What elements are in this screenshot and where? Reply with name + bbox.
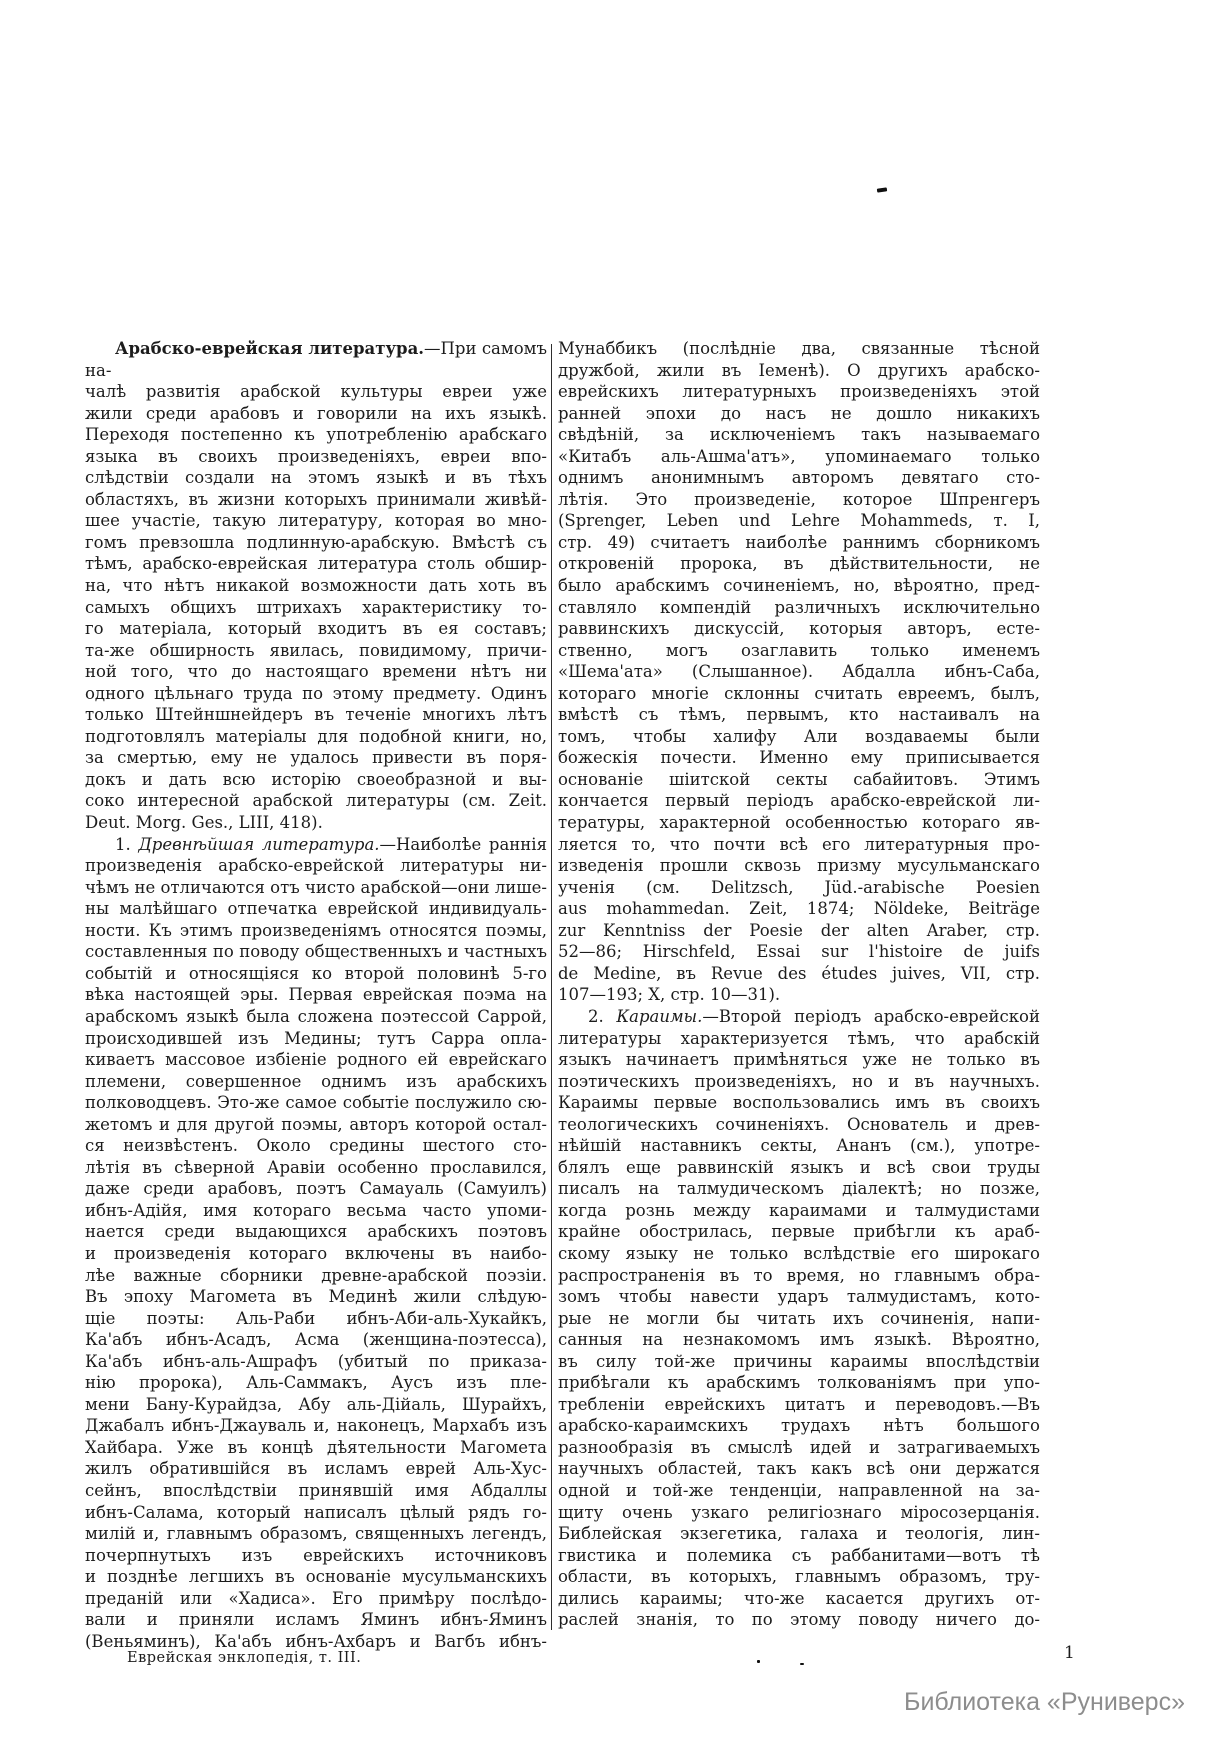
text-segment: вѣка настоящей эры. Первая еврейская поэма на (85, 985, 547, 1005)
text-line (558, 790, 1040, 812)
text-line (85, 338, 547, 381)
text-segment: жилъ обратившійся въ исламъ еврей Аль-Хус- (85, 1459, 547, 1479)
text-segment: арабскомъ языкѣ была сложена поэтессой Саррой, (85, 1006, 547, 1026)
text-line (558, 532, 1040, 554)
text-segment: дились караимы; что-же касается другихъ от- (558, 1588, 1040, 1608)
text-segment: однимъ анонимнымъ авторомъ девятаго сто- (558, 468, 1040, 488)
text-segment: Въ эпоху Магомета въ Мединѣ жили слѣдую- (85, 1287, 547, 1307)
text-line (85, 618, 547, 640)
text-segment: ученія (см. Delitzsch, Jüd.-arabische Poesien (558, 877, 1040, 897)
text-line (85, 1135, 547, 1157)
text-segment: литературы характеризуется тѣмъ, что арабскій (558, 1028, 1040, 1048)
text-line (558, 1458, 1040, 1480)
text-segment: —Второй періодъ арабско-еврейской (702, 1006, 1040, 1026)
text-segment: крайне обострилась, первые прибѣгли къ араб- (558, 1222, 1040, 1242)
text-segment: сейнъ, впослѣдствіи принявшій имя Абдаллы (85, 1480, 547, 1500)
text-line (558, 1415, 1040, 1437)
text-line (85, 984, 547, 1006)
text-segment: ности. Къ этимъ произведеніямъ относятся поэмы, (85, 920, 547, 940)
text-line (558, 575, 1040, 597)
text-line (558, 381, 1040, 403)
text-segment: aus mohammedan. Zeit, 1874; Nöldeke, Beiträge (558, 899, 1040, 919)
text-line (85, 1566, 547, 1588)
text-segment: требленіи еврейскихъ цитатъ и переводовъ.—Въ (558, 1394, 1040, 1414)
left-column (85, 338, 547, 1652)
text-segment: жили среди арабовъ и говорили на ихъ языкѣ. (85, 403, 547, 423)
text-line (558, 747, 1040, 769)
text-line (85, 834, 547, 856)
text-line (558, 1329, 1040, 1351)
text-segment: писалъ на талмудическомъ діалектѣ; но позже, (558, 1179, 1040, 1199)
text-segment: раввинскихъ дискуссій, которыя авторъ, есте- (558, 619, 1040, 639)
text-line (558, 510, 1040, 532)
section-heading: Древнѣйшая литература. (138, 834, 380, 854)
text-segment: слѣдствіи создали на этомъ языкѣ и въ тѣхъ (85, 468, 547, 488)
text-segment: вмѣстѣ съ тѣмъ, первымъ, кто настаивалъ на (558, 705, 1040, 725)
text-segment: одной и той-же тенденціи, направленной на за- (558, 1480, 1040, 1500)
text-segment: 2. (588, 1006, 617, 1026)
library-watermark: Библиотека «Руниверс» (904, 1688, 1185, 1716)
text-segment: когда рознь между караимами и талмудистами (558, 1200, 1040, 1220)
section-heading: Караимы. (616, 1006, 703, 1026)
text-line (558, 704, 1040, 726)
text-line (558, 984, 1040, 1006)
text-line (558, 1351, 1040, 1373)
ink-speck (757, 1660, 760, 1663)
text-line (558, 1609, 1040, 1631)
text-segment: —Наиболѣе раннія (379, 834, 547, 854)
text-line (558, 1178, 1040, 1200)
text-segment: гвистика и полемика съ раббанитами—вотъ тѣ (558, 1545, 1040, 1565)
text-line (85, 1200, 547, 1222)
text-line (558, 597, 1040, 619)
text-segment: полководцевъ. Это-же самое событіе послужило сю- (85, 1093, 547, 1113)
text-line (85, 1415, 547, 1437)
text-line (558, 1566, 1040, 1588)
text-line (85, 1502, 547, 1524)
text-segment: дружбой, жили въ Іеменѣ). О другихъ арабско- (558, 360, 1040, 380)
text-line (558, 1006, 1040, 1028)
text-line (558, 683, 1040, 705)
text-segment: распространенія въ то время, но главнымъ обра- (558, 1265, 1040, 1285)
text-line (85, 1028, 547, 1050)
text-line (558, 553, 1040, 575)
text-line (85, 769, 547, 791)
text-line (558, 661, 1040, 683)
text-line (85, 381, 547, 403)
text-line (558, 1480, 1040, 1502)
text-segment: шее участіе, такую литературу, которая во мно- (85, 511, 547, 531)
text-line (85, 1523, 547, 1545)
text-segment: только Штейншнейдеръ въ теченіе многихъ лѣтъ (85, 705, 547, 725)
text-segment: чѣмъ не отличаются отъ чисто арабской—они лише- (85, 877, 547, 897)
text-line (85, 1372, 547, 1394)
text-line (85, 920, 547, 942)
text-segment: тературы, характерной особенностью котораго яв- (558, 813, 1040, 833)
text-line (558, 618, 1040, 640)
text-segment: чалѣ развитія арабской культуры евреи уже (85, 382, 547, 402)
text-segment: основаніе шіитской секты сабайитовъ. Этимъ (558, 769, 1040, 789)
text-line (85, 1092, 547, 1114)
text-line (85, 489, 547, 511)
text-segment: событій и относящіяся ко второй половинѣ 5-го (85, 963, 547, 983)
text-line (558, 1394, 1040, 1416)
text-segment: лѣе важные сборники древне-арабской поэзіи. (85, 1265, 547, 1285)
text-line (85, 575, 547, 597)
text-line (85, 1178, 547, 1200)
volume-footnote: Еврейская энклопедія, т. III. (127, 1650, 362, 1666)
text-line (558, 1437, 1040, 1459)
text-segment: рые не могли бы читать ихъ сочиненія, напи- (558, 1308, 1040, 1328)
text-segment: Мунаббикъ (послѣдніе два, связанные тѣсной (558, 339, 1040, 358)
text-line (558, 467, 1040, 489)
text-segment: Deut. Morg. Ges., LIII, 418). (85, 813, 323, 833)
text-segment: одного цѣльнаго труда по этому предмету. Одинъ (85, 683, 547, 703)
text-segment: киваетъ массовое избіеніе родного ей еврейскаго (85, 1050, 547, 1070)
text-segment: zur Kenntniss der Poesie der alten Araber, стр. (558, 920, 1040, 940)
text-line (85, 1265, 547, 1287)
text-line (558, 489, 1040, 511)
text-line (558, 1243, 1040, 1265)
text-segment: «Китабъ аль-Ашма'атъ», упоминаемаго только (558, 446, 1040, 466)
text-line (558, 360, 1040, 382)
text-line (85, 1394, 547, 1416)
text-line (85, 510, 547, 532)
text-segment: гомъ превзошла подлинную-арабскую. Вмѣстѣ съ (85, 532, 547, 552)
entry-title: Арабско-еврейская литература. (115, 339, 425, 358)
text-segment: раслей знанія, то по этому поводу ничего до- (558, 1610, 1040, 1630)
ink-speck (877, 187, 887, 192)
text-segment: прибѣгали къ арабскимъ толкованіямъ при упо- (558, 1373, 1040, 1393)
text-segment: стр. 49) считаетъ наиболѣе раннимъ сборникомъ (558, 532, 1040, 552)
text-line (85, 704, 547, 726)
text-line (85, 403, 547, 425)
text-line (85, 1308, 547, 1330)
text-line (85, 1243, 547, 1265)
text-line (558, 1135, 1040, 1157)
text-line (558, 769, 1040, 791)
text-segment: щиту очень узкаго религіознаго міросозерцанія. (558, 1502, 1040, 1522)
text-segment: Переходя постепенно къ употребленію арабскаго (85, 425, 547, 445)
text-line (558, 963, 1040, 985)
text-line (558, 1372, 1040, 1394)
ink-speck (800, 1663, 804, 1665)
text-segment: ся неизвѣстенъ. Около средины шестого сто- (85, 1136, 547, 1156)
text-segment: ибнъ-Адійя, имя котораго весьма часто упоми- (85, 1200, 547, 1220)
text-segment: 52—86; Hirschfeld, Essai sur l'histoire de juifs (558, 942, 1040, 962)
text-line (85, 1071, 547, 1093)
text-line (558, 446, 1040, 468)
text-segment: свѣдѣній, за исключеніемъ такъ называемаго (558, 425, 1040, 445)
column-divider (551, 344, 552, 1630)
text-segment: преданій или «Хадиса». Его примѣру послѣдо- (85, 1588, 547, 1608)
text-line (85, 640, 547, 662)
text-segment: племени, совершенное однимъ изъ арабскихъ (85, 1071, 547, 1091)
text-segment: зомъ чтобы навести ударъ талмудистамъ, кото- (558, 1287, 1040, 1307)
text-line (558, 1114, 1040, 1136)
text-segment: ставляло компендій различныхъ исключительно (558, 597, 1040, 617)
text-line (558, 1308, 1040, 1330)
text-segment: санныя на незнакомомъ имъ языкѣ. Вѣроятно, (558, 1330, 1040, 1350)
text-segment: Ка'абъ ибнъ-Асадъ, Асма (женщина-поэтесса), (85, 1330, 547, 1350)
text-segment: мени Бану-Курайдза, Абу аль-Дійаль, Шурайхъ, (85, 1394, 547, 1414)
text-line (558, 1200, 1040, 1222)
text-line (558, 424, 1040, 446)
text-line (85, 446, 547, 468)
text-segment: ляется то, что почти всѣ его литературныя про- (558, 834, 1040, 854)
text-segment: и произведенія котораго включены въ наибо- (85, 1243, 547, 1263)
text-segment: Ка'абъ ибнъ-аль-Ашрафъ (убитый по приказа- (85, 1351, 547, 1371)
text-segment: было арабскимъ сочиненіемъ, но, вѣроятно, пред- (558, 576, 1040, 596)
text-line (85, 855, 547, 877)
text-segment: вали и приняли исламъ Яминъ ибнъ-Яминъ (85, 1610, 547, 1630)
text-segment: подготовлялъ матеріалы для подобной книги, но, (85, 726, 547, 746)
text-line (558, 898, 1040, 920)
text-segment: теологическихъ сочиненіяхъ. Основатель и древ- (558, 1114, 1040, 1134)
text-segment: ной того, что до настоящаго времени нѣтъ ни (85, 662, 547, 682)
text-line (558, 1028, 1040, 1050)
text-segment: еврейскихъ литературныхъ произведеніяхъ этой (558, 382, 1040, 402)
text-segment: арабско-караимскихъ трудахъ нѣтъ большого (558, 1416, 1040, 1436)
text-line (558, 1221, 1040, 1243)
text-line (85, 424, 547, 446)
text-line (85, 1437, 547, 1459)
text-line (85, 963, 547, 985)
text-line (558, 1502, 1040, 1524)
text-segment: Джабалъ ибнъ-Джауваль и, наконецъ, Мархабъ изъ (85, 1416, 547, 1436)
text-segment: тѣмъ, арабско-еврейская литература столь обшир- (85, 554, 547, 574)
text-line (558, 1286, 1040, 1308)
text-segment: милій и, главнымъ образомъ, священныхъ легендъ, (85, 1524, 547, 1544)
text-line (85, 1351, 547, 1373)
text-segment: божескія почести. Именно ему приписывается (558, 748, 1040, 768)
text-line (558, 941, 1040, 963)
text-segment: научныхъ областей, такъ какъ всѣ они держатся (558, 1459, 1040, 1479)
text-segment: откровеній пророка, въ дѣйствительности, не (558, 554, 1040, 574)
text-segment: самыхъ общихъ штрихахъ характеристику то- (85, 597, 547, 617)
text-line (85, 1588, 547, 1610)
text-line (558, 403, 1040, 425)
text-segment: Караимы первые воспользовались имъ въ своихъ (558, 1093, 1040, 1113)
text-line (85, 747, 547, 769)
text-segment: соко интересной арабской литературы (см. Zeit. (85, 791, 547, 811)
text-segment: (Веньяминъ), Ка'абъ ибнъ-Ахбаръ и Вагбъ ибнъ- (85, 1631, 547, 1651)
text-line (85, 1049, 547, 1071)
text-segment: нію пророка), Аль-Саммакъ, Аусъ изъ пле- (85, 1373, 547, 1393)
text-line (558, 1265, 1040, 1287)
text-line (558, 1049, 1040, 1071)
text-line (85, 467, 547, 489)
text-line (85, 1286, 547, 1308)
text-segment: и позднѣе легшихъ въ основаніе мусульманскихъ (85, 1567, 547, 1587)
text-line (85, 1329, 547, 1351)
text-segment: скому языку не только вслѣдствіе его широкаго (558, 1243, 1040, 1263)
text-line (558, 834, 1040, 856)
text-line (85, 683, 547, 705)
text-line (558, 1092, 1040, 1114)
text-line (85, 898, 547, 920)
text-segment: нается среди выдающихся арабскихъ поэтовъ (85, 1222, 547, 1242)
text-line (85, 661, 547, 683)
text-segment: изведенія прошли сквозь призму мусульманскаго (558, 856, 1040, 876)
text-segment: щіе поэты: Аль-Раби ибнъ-Аби-аль-Хукайкъ, (85, 1308, 547, 1328)
text-line (85, 1221, 547, 1243)
text-segment: докъ и дать всю исторію своеобразной и вы- (85, 769, 547, 789)
text-segment: 1. (115, 834, 139, 854)
text-line (558, 812, 1040, 834)
text-segment: ны малѣйшаго отпечатка еврейской индивидуаль- (85, 899, 547, 919)
text-segment: жетомъ и для другой поэмы, авторъ которой остал- (85, 1114, 547, 1134)
right-column (558, 338, 1040, 1631)
text-line (85, 941, 547, 963)
text-segment: лѣтія въ сѣверной Аравіи особенно прославился, (85, 1157, 547, 1177)
text-segment: поэтическихъ произведеніяхъ, но и въ научныхъ. (558, 1071, 1040, 1091)
text-line (558, 1545, 1040, 1567)
text-line (85, 553, 547, 575)
text-line (85, 1480, 547, 1502)
text-segment: го матеріала, который входитъ въ ея составъ; (85, 619, 547, 639)
text-segment: въ силу той-же причины караимы впослѣдствіи (558, 1351, 1040, 1371)
text-segment: «Шема'ата» (Слышанное). Абдалла ибнъ-Саба, (558, 662, 1040, 682)
text-segment: за смертью, ему не удалось привести въ поря- (85, 748, 547, 768)
text-segment: (Sprenger, Leben und Lehre Mohammeds, т. I, (558, 511, 1040, 531)
text-segment: de Medine, въ Revue des études juives, VII, стр. (558, 963, 1040, 983)
text-line (85, 597, 547, 619)
text-segment: составленныя по поводу общественныхъ и частныхъ (85, 942, 547, 962)
text-segment: Хайбара. Уже въ концѣ дѣятельности Магомета (85, 1437, 547, 1457)
text-segment: ранней эпохи до насъ не дошло никакихъ (558, 403, 1040, 423)
text-segment: котораго многіе склонны считать евреемъ, былъ, (558, 683, 1040, 703)
text-line (85, 1609, 547, 1631)
text-segment: ибнъ-Салама, который написалъ цѣлый рядъ го- (85, 1502, 547, 1522)
text-line (85, 726, 547, 748)
text-line (85, 877, 547, 899)
text-line (558, 338, 1040, 360)
text-segment: разнообразія въ смыслѣ идей и затрагиваемыхъ (558, 1437, 1040, 1457)
text-segment: та-же обширность явилась, повидимому, причи- (85, 640, 547, 660)
text-line (85, 1006, 547, 1028)
page-number: 1 (1064, 1643, 1075, 1663)
text-line (85, 1157, 547, 1179)
text-segment: почерпнутыхъ изъ еврейскихъ источниковъ (85, 1545, 547, 1565)
text-segment: —При самомъ на- (85, 339, 547, 380)
text-line (558, 920, 1040, 942)
text-segment: области, въ которыхъ, главнымъ образомъ, тру- (558, 1567, 1040, 1587)
text-segment: Библейская экзегетика, галаха и теологія, лин- (558, 1524, 1040, 1544)
text-segment: блялъ еще раввинскій языкъ и всѣ свои труды (558, 1157, 1040, 1177)
text-segment: языкъ начинаетъ примѣняться уже не только въ (558, 1050, 1040, 1070)
text-segment: нѣйшій наставникъ секты, Ананъ (см.), употре- (558, 1136, 1040, 1156)
text-segment: лѣтія. Это произведеніе, которое Шпренгеръ (558, 489, 1040, 509)
text-segment: кончается первый періодъ арабско-еврейской ли- (558, 791, 1040, 811)
text-line (85, 1114, 547, 1136)
text-line (85, 532, 547, 554)
text-segment: происходившей изъ Медины; тутъ Сарра опла- (85, 1028, 547, 1048)
text-line (85, 1458, 547, 1480)
text-line (558, 640, 1040, 662)
text-segment: областяхъ, въ жизни которыхъ принимали живѣй- (85, 489, 547, 509)
text-segment: произведенія арабско-еврейской литературы ни- (85, 856, 547, 876)
text-line (558, 855, 1040, 877)
text-segment: даже среди арабовъ, поэтъ Самауаль (Самуилъ) (85, 1179, 547, 1199)
text-segment: ственно, могъ озаглавить только именемъ (558, 640, 1040, 660)
text-segment: томъ, чтобы халифу Али воздаваемы были (558, 726, 1040, 746)
text-segment: на, что нѣтъ никакой возможности дать хоть въ (85, 576, 547, 596)
text-line (558, 1588, 1040, 1610)
text-line (558, 726, 1040, 748)
text-line (558, 1157, 1040, 1179)
text-segment: языка въ своихъ произведеніяхъ, евреи впо- (85, 446, 547, 466)
text-line (85, 790, 547, 812)
text-line (558, 1071, 1040, 1093)
text-line (558, 1523, 1040, 1545)
text-line (85, 1545, 547, 1567)
text-line (558, 877, 1040, 899)
text-line (85, 812, 547, 834)
text-segment: 107—193; X, стр. 10—31). (558, 985, 781, 1005)
